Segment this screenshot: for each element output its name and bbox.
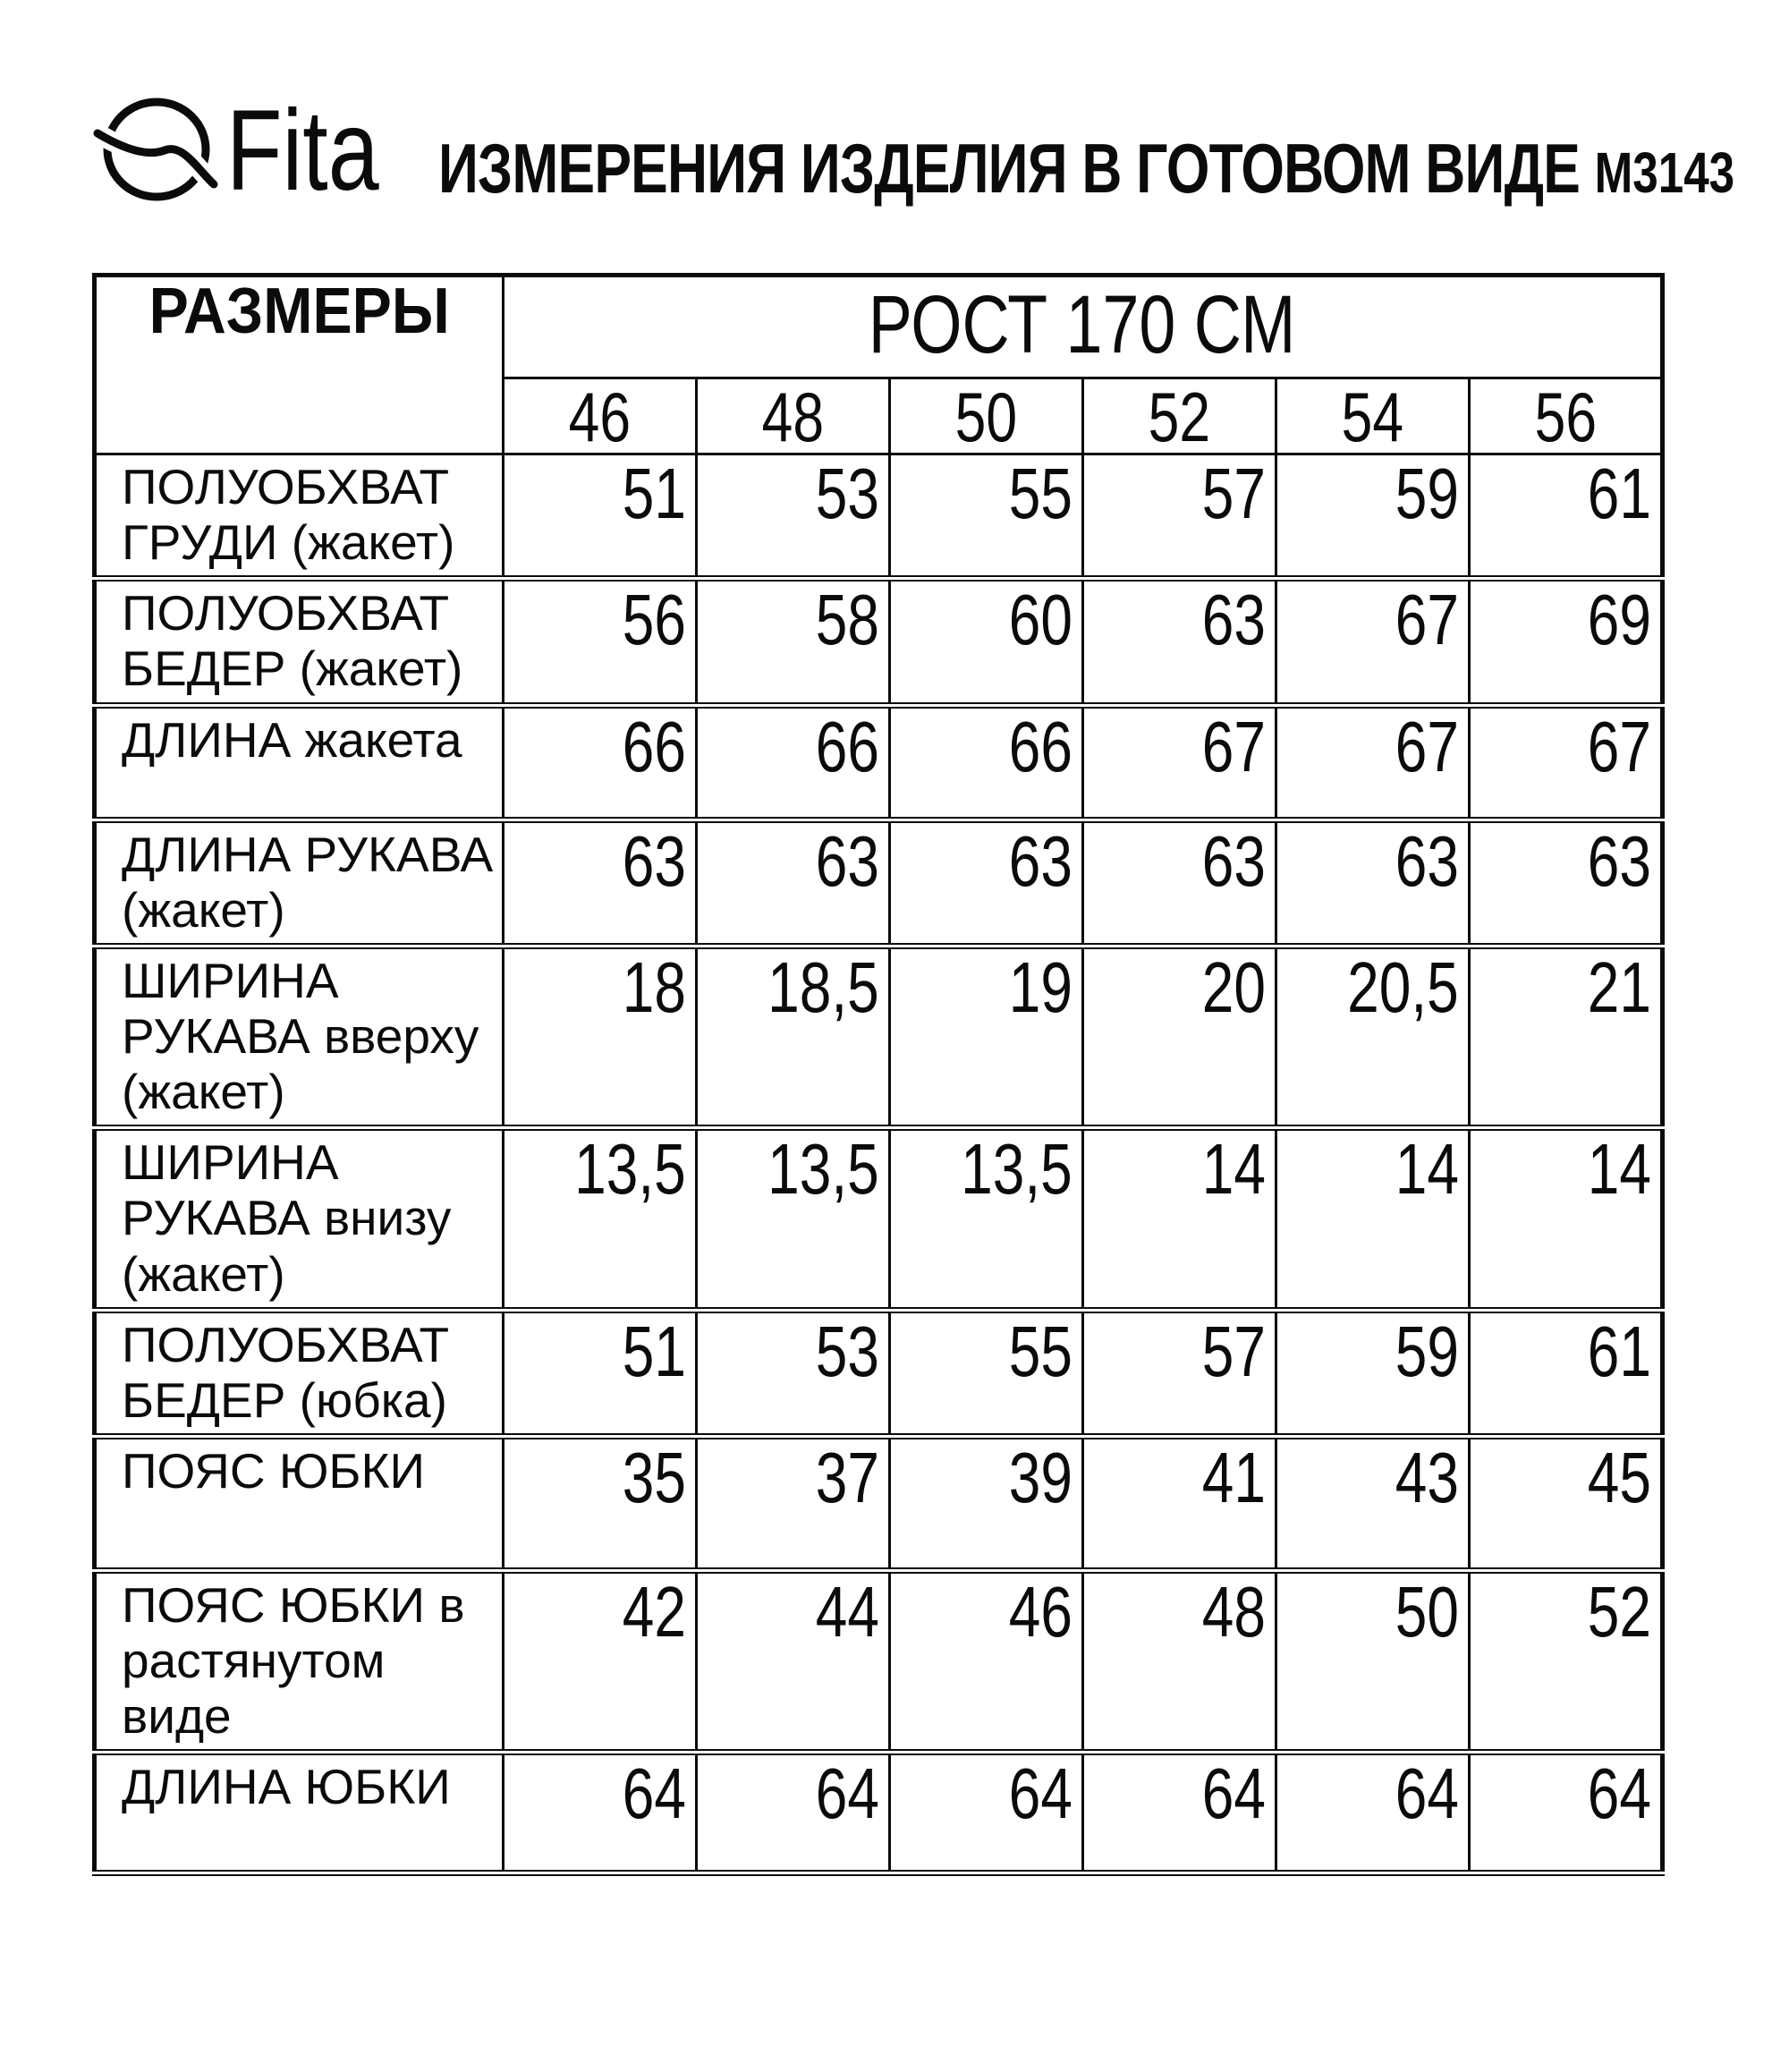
measurement-label-cell — [95, 454, 504, 579]
measurement-value-cell — [1470, 1310, 1663, 1436]
table-row — [95, 1128, 1663, 1310]
measurement-value-cell — [697, 579, 890, 705]
size-label: 52 — [1148, 378, 1211, 456]
measurement-value: 66 — [1008, 706, 1073, 786]
measurement-value-cell — [1470, 705, 1663, 819]
measurement-value-cell — [1083, 579, 1276, 705]
measurement-value-cell — [1276, 1436, 1470, 1570]
measurement-value: 48 — [1201, 1571, 1266, 1652]
measurement-value-cell — [697, 705, 890, 819]
measurement-label: ПОЛУОБХВАТ БЕДЕР (юбка) — [122, 1316, 450, 1428]
measurement-value: 52 — [1587, 1571, 1652, 1652]
fita-logo-icon — [86, 91, 220, 234]
measurement-value: 57 — [1201, 1311, 1266, 1391]
measurement-value: 58 — [815, 580, 879, 660]
measurement-value-cell — [1470, 819, 1663, 946]
measurement-value-cell — [890, 1128, 1083, 1310]
measurement-value-cell — [504, 946, 697, 1127]
measurement-value: 57 — [1201, 454, 1266, 533]
measurement-value-cell — [1470, 579, 1663, 705]
measurement-value: 64 — [1008, 1754, 1073, 1834]
measurement-value: 66 — [622, 706, 686, 786]
measurement-value: 67 — [1201, 706, 1266, 786]
measurement-value-cell — [1276, 1128, 1470, 1310]
size-label: 50 — [954, 378, 1018, 456]
measurement-value: 13,5 — [767, 1129, 879, 1210]
measurement-value-cell — [1276, 819, 1470, 946]
measurement-value-cell — [504, 1753, 697, 1873]
measurement-value-cell — [697, 819, 890, 946]
measurement-value-cell — [1083, 819, 1276, 946]
measurement-value-cell — [1083, 705, 1276, 819]
measurement-value: 63 — [1201, 580, 1266, 660]
table-row — [95, 1753, 1663, 1873]
measurement-value: 51 — [622, 1311, 686, 1391]
sizes-corner-label: РАЗМЕРЫ — [148, 276, 450, 347]
measurement-value-cell — [504, 1436, 697, 1570]
measurement-value: 63 — [1008, 820, 1073, 901]
measurement-value-cell — [1276, 1753, 1470, 1873]
measurement-value: 44 — [815, 1571, 879, 1652]
measurement-label: ПОЯС ЮБКИ в растянутом виде — [122, 1576, 465, 1745]
measurement-value: 63 — [815, 820, 879, 901]
measurement-value: 56 — [622, 580, 686, 660]
measurement-value-cell — [890, 1436, 1083, 1570]
measurement-value-cell — [504, 1570, 697, 1752]
measurement-value-cell — [890, 705, 1083, 819]
table-row — [95, 579, 1663, 705]
measurement-label-cell — [95, 1310, 504, 1436]
measurement-value: 51 — [622, 454, 686, 533]
measurement-value-cell — [697, 454, 890, 579]
measurement-value: 43 — [1395, 1437, 1459, 1517]
measurement-value-cell — [697, 946, 890, 1127]
table-row — [95, 946, 1663, 1127]
brand-wordmark: Fita — [226, 87, 379, 215]
measurement-value-cell — [1276, 1570, 1470, 1752]
measurement-label: ШИРИНА РУКАВА вверху (жакет) — [122, 952, 479, 1120]
measurement-value: 60 — [1008, 580, 1073, 660]
measurement-value: 50 — [1395, 1571, 1459, 1652]
measurement-value: 61 — [1587, 1311, 1652, 1391]
measurement-value-cell — [697, 1753, 890, 1873]
measurement-label-cell — [95, 1436, 504, 1570]
measurement-value: 18,5 — [767, 947, 879, 1027]
measurement-label-cell — [95, 819, 504, 946]
measurement-value: 14 — [1587, 1129, 1652, 1210]
measurement-value-cell — [890, 819, 1083, 946]
table-row — [95, 454, 1663, 579]
measurement-value: 13,5 — [961, 1129, 1073, 1210]
measurement-value: 64 — [1201, 1754, 1266, 1834]
measurement-value: 59 — [1395, 1311, 1459, 1391]
measurement-value-cell — [1276, 579, 1470, 705]
measurement-value: 20,5 — [1347, 947, 1459, 1027]
sizes-corner-header-cell — [95, 276, 504, 454]
table-row — [95, 705, 1663, 819]
height-group-header-cell — [504, 276, 1663, 378]
measurement-value-cell — [1083, 1570, 1276, 1752]
measurement-value: 67 — [1395, 706, 1459, 786]
measurement-label: ПОЛУОБХВАТ ГРУДИ (жакет) — [122, 459, 455, 571]
table-row — [95, 1570, 1663, 1752]
measurement-value-cell — [1470, 454, 1663, 579]
measurement-value-cell — [1083, 946, 1276, 1127]
measurement-value-cell — [1083, 1753, 1276, 1873]
measurement-value: 18 — [622, 947, 686, 1027]
measurement-value-cell — [504, 819, 697, 946]
measurement-value-cell — [1083, 1128, 1276, 1310]
table-body — [95, 454, 1663, 1873]
measurement-label: ПОЯС ЮБКИ — [122, 1442, 426, 1499]
measurement-value: 46 — [1008, 1571, 1073, 1652]
measurement-value: 53 — [815, 1311, 879, 1391]
measurement-value: 67 — [1395, 580, 1459, 660]
size-column-header — [1470, 378, 1663, 454]
size-label: 48 — [761, 378, 825, 456]
measurement-value-cell — [504, 1128, 697, 1310]
measurement-value-cell — [1470, 1753, 1663, 1873]
size-label: 46 — [568, 378, 632, 456]
size-column-header — [1276, 378, 1470, 454]
measurement-label-cell — [95, 1753, 504, 1873]
measurement-value-cell — [890, 454, 1083, 579]
measurement-value: 41 — [1201, 1437, 1266, 1517]
table-header — [95, 276, 1663, 454]
measurement-value: 69 — [1587, 580, 1652, 660]
measurement-value-cell — [1083, 454, 1276, 579]
measurement-value: 14 — [1201, 1129, 1266, 1210]
page-title-text: ИЗМЕРЕНИЯ ИЗДЕЛИЯ В ГОТОВОМ ВИДЕ — [438, 129, 1581, 208]
size-column-header — [504, 378, 697, 454]
measurement-value: 39 — [1008, 1437, 1073, 1517]
measurements-table — [92, 273, 1665, 1876]
measurement-value-cell — [1276, 705, 1470, 819]
measurement-value-cell — [504, 705, 697, 819]
size-column-header — [890, 378, 1083, 454]
size-column-header — [1083, 378, 1276, 454]
measurement-value-cell — [890, 1310, 1083, 1436]
measurement-value-cell — [1083, 1436, 1276, 1570]
table-row — [95, 1436, 1663, 1570]
measurement-value: 21 — [1587, 947, 1652, 1027]
measurement-value-cell — [890, 946, 1083, 1127]
measurement-value: 13,5 — [574, 1129, 686, 1210]
measurement-value: 53 — [815, 454, 879, 533]
measurement-label: ДЛИНА РУКАВА (жакет) — [122, 826, 494, 938]
measurement-value-cell — [890, 1570, 1083, 1752]
measurement-value-cell — [890, 1753, 1083, 1873]
measurement-value: 19 — [1008, 947, 1073, 1027]
measurement-value: 55 — [1008, 1311, 1073, 1391]
measurement-label-cell — [95, 946, 504, 1127]
measurement-value-cell — [1470, 1570, 1663, 1752]
measurement-value-cell — [1276, 454, 1470, 579]
measurement-value: 37 — [815, 1437, 879, 1517]
measurement-value: 64 — [622, 1754, 686, 1834]
measurement-value-cell — [1083, 1310, 1276, 1436]
measurement-label: ШИРИНА РУКАВА внизу (жакет) — [122, 1134, 452, 1302]
measurement-label: ПОЛУОБХВАТ БЕДЕР (жакет) — [122, 585, 463, 697]
size-column-header — [697, 378, 890, 454]
measurement-value-cell — [1276, 1310, 1470, 1436]
measurement-value: 20 — [1201, 947, 1266, 1027]
table-row — [95, 819, 1663, 946]
measurement-label-cell — [95, 1570, 504, 1752]
measurement-value: 63 — [1395, 820, 1459, 901]
measurement-value-cell — [697, 1570, 890, 1752]
measurement-value: 59 — [1395, 454, 1459, 533]
measurement-value: 64 — [815, 1754, 879, 1834]
measurement-value-cell — [504, 454, 697, 579]
measurement-value: 67 — [1587, 706, 1652, 786]
measurement-value: 45 — [1587, 1437, 1652, 1517]
measurement-value-cell — [1276, 946, 1470, 1127]
measurement-value-cell — [890, 579, 1083, 705]
measurement-label-cell — [95, 1128, 504, 1310]
measurement-value: 64 — [1587, 1754, 1652, 1834]
measurement-label: ДЛИНА жакета — [122, 711, 462, 768]
measurement-value: 63 — [622, 820, 686, 901]
measurement-label-cell — [95, 579, 504, 705]
measurement-label: ДЛИНА ЮБКИ — [122, 1759, 451, 1815]
size-label: 54 — [1341, 378, 1404, 456]
measurement-value-cell — [1470, 1128, 1663, 1310]
page-title — [438, 129, 1735, 208]
height-group-label: РОСТ 170 СМ — [869, 279, 1296, 370]
measurement-label-cell — [95, 705, 504, 819]
table-row — [95, 1310, 1663, 1436]
measurement-value-cell — [504, 1310, 697, 1436]
model-number: М3143 — [1594, 140, 1735, 205]
measurement-value-cell — [697, 1128, 890, 1310]
measurement-value: 64 — [1395, 1754, 1459, 1834]
measurement-value: 66 — [815, 706, 879, 786]
size-label: 56 — [1534, 378, 1597, 456]
measurement-value: 42 — [622, 1571, 686, 1652]
measurement-value: 63 — [1201, 820, 1266, 901]
measurement-value: 14 — [1395, 1129, 1459, 1210]
measurement-value-cell — [1470, 1436, 1663, 1570]
measurement-value-cell — [697, 1436, 890, 1570]
measurement-value: 35 — [622, 1437, 686, 1517]
measurement-value-cell — [1470, 946, 1663, 1127]
measurement-value: 61 — [1587, 454, 1652, 533]
header-row-group — [95, 276, 1663, 378]
measurement-value-cell — [697, 1310, 890, 1436]
measurement-value: 63 — [1587, 820, 1652, 901]
measurement-value-cell — [504, 579, 697, 705]
measurement-value: 55 — [1008, 454, 1073, 533]
